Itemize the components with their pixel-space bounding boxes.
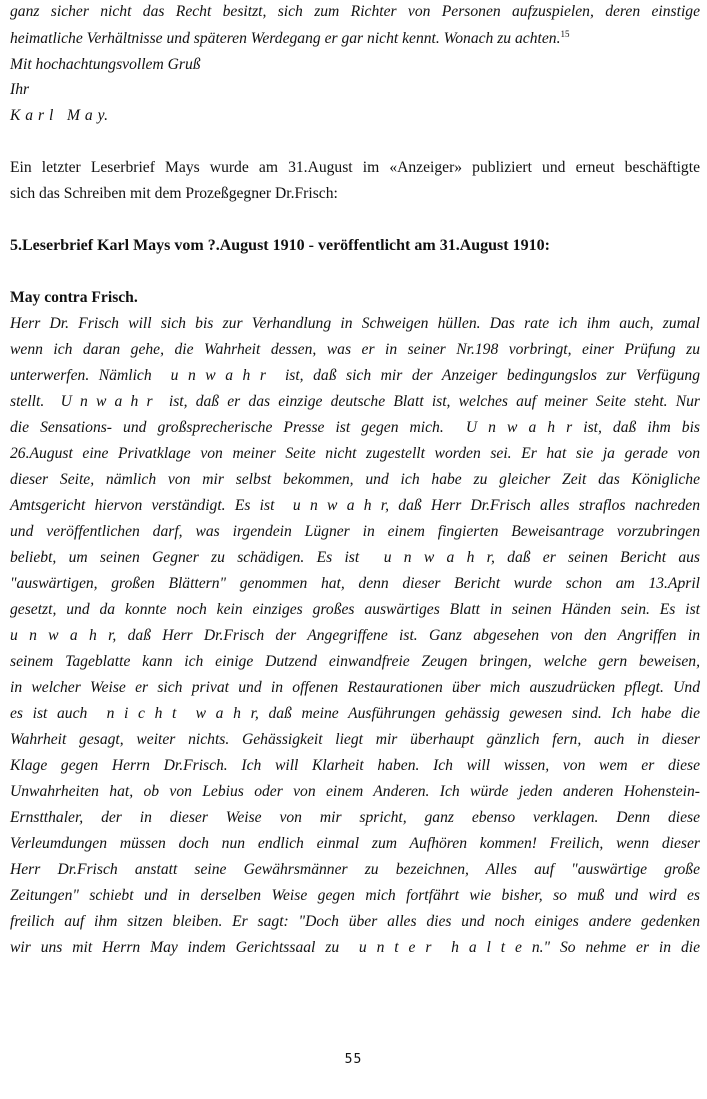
section-heading: 5.Leserbrief Karl Mays vom ?.August 1910 - veröffentlicht am 31.August 1910: xyxy=(10,237,550,254)
signature: K a r l M a y. xyxy=(10,107,109,124)
page-number: 55 xyxy=(344,1052,363,1067)
intro-paragraph-line: sich das Schreiben mit dem Prozeßgegner Dr.Frisch: xyxy=(10,185,338,202)
letter-line: in welcher Weise er sich privat und in offenen Restaurationen über mich auszudrücken pflegt. Und xyxy=(10,679,700,696)
signature-prefix: Ihr xyxy=(10,81,30,98)
letter-line: "auswärtigen, großen Blättern" genommen hat, denn dieser Bericht wurde schon am 13.April xyxy=(10,575,700,592)
letter-line: wenn ich daran gehe, die Wahrheit dessen, was er in seiner Nr.198 vorbringt, einer Prüfung zu xyxy=(10,341,700,358)
letter-line: freilich auf ihm sitzen bleiben. Er sagt: "Doch über alles dies und noch einiges andere gedenken xyxy=(10,913,700,930)
letter-line: beliebt, um seinen Gegner zu schädigen. Es ist u n w a h r, daß er seinen Bericht aus xyxy=(10,549,700,566)
letter-line: Herr Dr. Frisch will sich bis zur Verhandlung in Schweigen hüllen. Das rate ich ihm auch, zumal xyxy=(10,315,700,332)
letter-line: dieser Seite, nämlich von mir selbst bekommen, und ich habe zu gleicher Zeit das Königliche xyxy=(10,471,700,488)
footnote-reference: 15 xyxy=(560,28,570,39)
letter-line: Klage gegen Herrn Dr.Frisch. Ich will Klarheit haben. Ich will wissen, von wem er diese xyxy=(10,757,700,774)
letter-closing-line: ganz sicher nicht das Recht besitzt, sich zum Richter von Personen aufzuspielen, deren einstige xyxy=(10,3,700,20)
letter-line: Wahrheit gesagt, weiter nichts. Gehässigkeit liegt mir überhaupt gänzlich fern, auch in dieser xyxy=(10,731,700,748)
letter-closing-line xyxy=(10,29,700,48)
letter-line: stellt. U n w a h r ist, daß er das einzige deutsche Blatt ist, welches auf meiner Seite steht. Nur xyxy=(10,393,700,410)
letter-line: unterwerfen. Nämlich u n w a h r ist, daß sich mir der Anzeiger bedingungslos zur Verfügung xyxy=(10,367,700,384)
intro-paragraph-line: Ein letzter Leserbrief Mays wurde am 31.August im «Anzeiger» publiziert und erneut beschäftigte xyxy=(10,159,700,176)
letter-line: Herr Dr.Frisch anstatt seine Gewährsmänner zu bezeichnen, Alles auf "auswärtige große xyxy=(10,861,700,878)
letter-line: und veröffentlichen darf, was irgendein Lügner in einem fingierten Beweisantrage vorzubringen xyxy=(10,523,700,540)
letter-closing-text: heimatliche Verhältnisse und späteren Werdegang er gar nicht kennt. Wonach zu achten. xyxy=(10,30,561,47)
letter-line: gesetzt, und da konnte noch kein einziges großes auswärtiges Blatt in seinen Händen sein. Es ist xyxy=(10,601,700,618)
letter-line: Unwahrheiten hat, ob von Lebius oder von einem Anderen. Ich würde jeden anderen Hohenstein- xyxy=(10,783,700,800)
letter-line: Amtsgericht hiervon verständigt. Es ist u n w a h r, daß Herr Dr.Frisch alles straflos nachreden xyxy=(10,497,700,514)
letter-line: es ist auch n i c h t w a h r, daß meine Ausführungen gehässig gewesen sind. Ich habe die xyxy=(10,705,700,722)
letter-title: May contra Frisch. xyxy=(10,289,138,306)
letter-line: Ernstthaler, der in dieser Weise von mir spricht, ganz ebenso verklagen. Denn diese xyxy=(10,809,700,826)
letter-line: Verleumdungen müssen doch nun endlich einmal zum Aufhören kommen! Freilich, wenn dieser xyxy=(10,835,700,852)
letter-line: wir uns mit Herrn May indem Gerichtssaal zu u n t e r h a l t e n." So nehme er in die xyxy=(10,939,700,956)
salutation: Mit hochachtungsvollem Gruß xyxy=(10,56,201,73)
letter-line: u n w a h r, daß Herr Dr.Frisch der Angegriffene ist. Ganz abgesehen von den Angriffen in xyxy=(10,627,700,644)
letter-line: Zeitungen" schiebt und in derselben Weise gegen mich fortfährt wie bisher, so muß und wird es xyxy=(10,887,700,904)
letter-line: die Sensations- und großsprecherische Presse ist gegen mich. U n w a h r ist, daß ihm bis xyxy=(10,419,700,436)
letter-line: seinem Tageblatte kann ich einige Dutzend einwandfreie Zeugen bringen, welche gern beweisen, xyxy=(10,653,700,670)
letter-line: 26.August eine Privatklage von meiner Seite nicht zugestellt worden sei. Er hat sie ja gerade von xyxy=(10,445,700,462)
